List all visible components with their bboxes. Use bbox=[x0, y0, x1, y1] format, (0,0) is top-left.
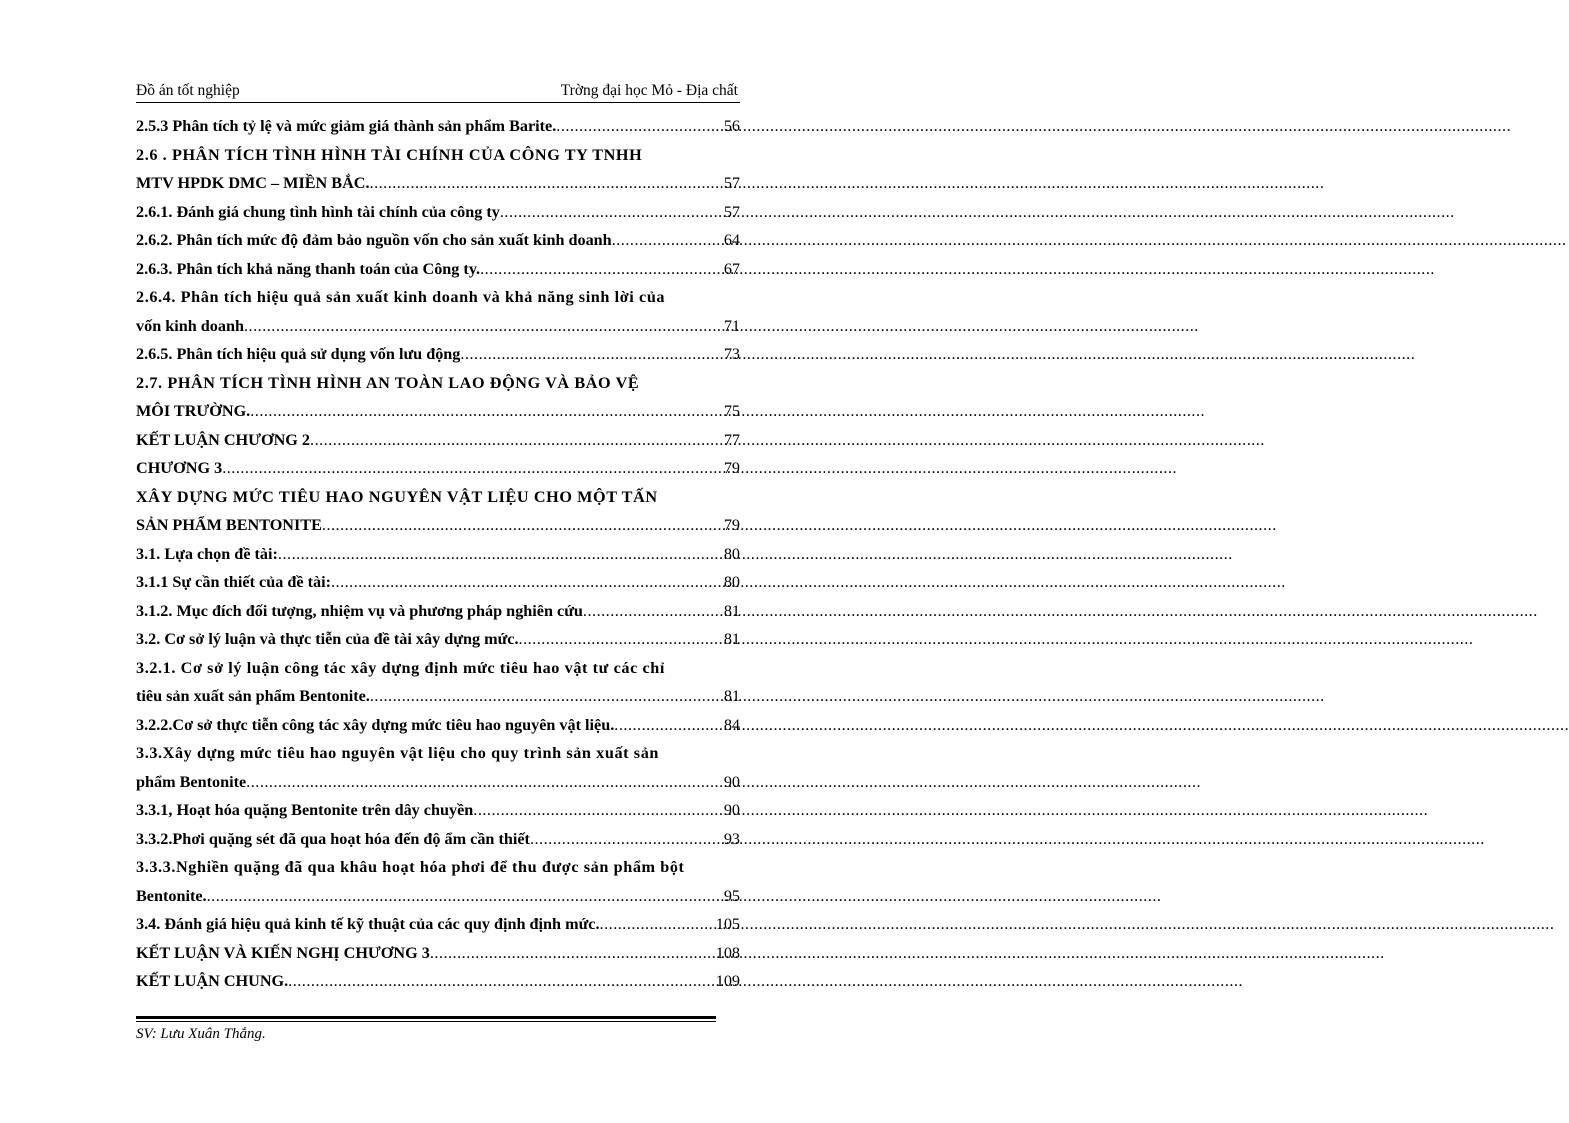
toc-page-number: 73 bbox=[723, 345, 740, 363]
toc-entry[interactable] bbox=[136, 255, 740, 284]
toc-entry[interactable] bbox=[136, 483, 740, 512]
toc-entry-title: 3.3.2.Phơi quặng sét đã qua hoạt hóa đến độ ẩm cần thiết bbox=[136, 829, 530, 848]
toc-dot-leader bbox=[244, 312, 724, 341]
toc-dot-leader bbox=[500, 198, 724, 227]
toc-dot-leader bbox=[370, 169, 724, 198]
toc-entry[interactable] bbox=[136, 939, 740, 968]
toc-entry[interactable] bbox=[136, 198, 740, 227]
toc-entry[interactable] bbox=[136, 397, 740, 426]
footer-rule-thick bbox=[136, 1016, 716, 1019]
toc-entry-title: 3.1.1 Sự cần thiết của đề tài: bbox=[136, 573, 331, 591]
toc-page-number: 67 bbox=[723, 259, 740, 278]
toc-entry-title: SẢN PHẨM BENTONITE bbox=[136, 516, 322, 534]
footer-rule-thin bbox=[136, 1021, 716, 1022]
toc-entry[interactable] bbox=[136, 540, 740, 569]
toc-page-number: 57 bbox=[723, 202, 740, 221]
toc-entry-title: 3.2. Cơ sở lý luận và thực tiễn của đề tài xây dựng mức. bbox=[136, 630, 519, 648]
toc-entry-title: 3.4. Đánh giá hiệu quả kinh tế kỹ thuật của các quy định định mức. bbox=[136, 915, 600, 933]
toc-entry-title: 3.1.2. Mục đích đối tượng, nhiệm vụ và phương pháp nghiên cứu bbox=[136, 601, 583, 620]
toc-dot-leader bbox=[278, 540, 724, 569]
toc-entry-title: 2.6.3. Phân tích khả năng thanh toán của Công ty. bbox=[136, 259, 481, 278]
toc-entry-title: MÔI TRƯỜNG. bbox=[136, 402, 251, 420]
toc-entry[interactable] bbox=[136, 568, 740, 597]
toc-page-number: 105 bbox=[715, 915, 740, 933]
toc-page-number: 90 bbox=[723, 801, 740, 819]
toc-entry[interactable] bbox=[136, 768, 740, 797]
toc-dot-leader bbox=[614, 711, 724, 740]
toc-dot-leader bbox=[331, 568, 724, 597]
toc-dot-leader bbox=[473, 796, 724, 825]
toc-entry[interactable] bbox=[136, 169, 740, 198]
toc-entry[interactable] bbox=[136, 825, 740, 854]
toc-dot-leader bbox=[310, 426, 724, 455]
toc-page-number: 75 bbox=[723, 402, 740, 420]
toc-entry-title: Bentonite. bbox=[136, 886, 207, 905]
toc-page-number: 109 bbox=[715, 972, 740, 990]
toc-entry[interactable] bbox=[136, 283, 740, 312]
toc-entry-title: 3.2.2.Cơ sở thực tiễn công tác xây dựng mức tiêu hao nguyên vật liệu. bbox=[136, 715, 615, 734]
header-rule bbox=[136, 102, 740, 103]
toc-dot-leader bbox=[600, 910, 716, 939]
toc-entry[interactable] bbox=[136, 654, 740, 683]
toc-entry[interactable] bbox=[136, 426, 740, 455]
toc-entry[interactable] bbox=[136, 853, 740, 882]
toc-dot-leader bbox=[322, 511, 724, 540]
toc-page-number: 79 bbox=[723, 459, 740, 477]
toc-dot-leader bbox=[480, 255, 724, 284]
toc-dot-leader bbox=[246, 768, 724, 797]
toc-page-number: 77 bbox=[723, 430, 740, 449]
toc-entry[interactable] bbox=[136, 369, 740, 398]
toc-entry[interactable] bbox=[136, 711, 740, 740]
toc-entry[interactable] bbox=[136, 340, 740, 369]
toc-page-number: 93 bbox=[723, 829, 740, 848]
table-of-contents bbox=[136, 112, 740, 996]
toc-page-number: 81 bbox=[723, 630, 740, 648]
toc-entry[interactable] bbox=[136, 112, 740, 141]
toc-entry[interactable] bbox=[136, 226, 740, 255]
toc-entry[interactable] bbox=[136, 312, 740, 341]
toc-entry-title: KẾT LUẬN VÀ KIẾN NGHỊ CHƯƠNG 3 bbox=[136, 943, 430, 962]
toc-entry[interactable] bbox=[136, 682, 740, 711]
toc-page-number: 56 bbox=[723, 117, 740, 135]
toc-entry-title: 2.6.4. Phân tích hiệu quả sản xuất kinh doanh và khả năng sinh lời của bbox=[136, 288, 666, 306]
toc-page-number: 81 bbox=[723, 601, 740, 620]
toc-page-number: 64 bbox=[723, 231, 740, 249]
toc-entry[interactable] bbox=[136, 910, 740, 939]
toc-entry-title: 3.3.3.Nghiền quặng đã qua khâu hoạt hóa phơi để thu được sản phẩm bột bbox=[136, 858, 685, 876]
toc-entry-title: 2.7. PHÂN TÍCH TÌNH HÌNH AN TOÀN LAO ĐỘNG VÀ BẢO VỆ bbox=[136, 373, 640, 392]
toc-entry-title: 2.6.1. Đánh giá chung tình hình tài chính của công ty bbox=[136, 202, 500, 221]
toc-dot-leader bbox=[288, 967, 716, 996]
toc-entry-title: 2.6.2. Phân tích mức độ đảm bảo nguồn vốn cho sản xuất kinh doanh bbox=[136, 231, 612, 249]
toc-dot-leader bbox=[222, 454, 724, 483]
toc-entry-title: 2.5.3 Phân tích tỷ lệ và mức giảm giá thành sản phẩm Barite. bbox=[136, 117, 557, 135]
toc-page-number: 95 bbox=[723, 886, 740, 905]
toc-dot-leader bbox=[556, 112, 724, 141]
toc-entry[interactable] bbox=[136, 882, 740, 911]
toc-entry-title: vốn kinh doanh bbox=[136, 316, 244, 335]
toc-dot-leader bbox=[430, 939, 716, 968]
toc-entry[interactable] bbox=[136, 597, 740, 626]
toc-page-number: 108 bbox=[715, 943, 740, 962]
toc-entry[interactable] bbox=[136, 796, 740, 825]
toc-dot-leader bbox=[530, 825, 724, 854]
toc-entry-title: 2.6.5. Phân tích hiệu quả sử dụng vốn lưu động bbox=[136, 345, 461, 363]
toc-dot-leader bbox=[207, 882, 724, 911]
header-right-title: Trờng đại học Mỏ - Địa chất bbox=[560, 82, 738, 99]
toc-entry[interactable] bbox=[136, 454, 740, 483]
toc-entry-title: MTV HPDK DMC – MIỀN BẮC. bbox=[136, 174, 370, 192]
toc-entry[interactable] bbox=[136, 739, 740, 768]
toc-page-number: 80 bbox=[723, 573, 740, 591]
toc-page-number: 71 bbox=[723, 316, 740, 335]
toc-entry-title: KẾT LUẬN CHUNG. bbox=[136, 972, 289, 990]
toc-entry[interactable] bbox=[136, 511, 740, 540]
page-header bbox=[136, 82, 740, 102]
toc-page-number: 81 bbox=[723, 687, 740, 705]
toc-entry[interactable] bbox=[136, 967, 740, 996]
toc-page-number: 80 bbox=[723, 544, 740, 563]
toc-entry[interactable] bbox=[136, 625, 740, 654]
toc-entry-title: CHƯƠNG 3 bbox=[136, 459, 223, 477]
footer-student-name: SV: Lưu Xuân Thắng. bbox=[136, 1026, 266, 1042]
toc-entry-title: 3.3.Xây dựng mức tiêu hao nguyên vật liệu cho quy trình sản xuất sản bbox=[136, 744, 660, 762]
toc-page-number: 57 bbox=[723, 174, 740, 192]
toc-dot-leader bbox=[612, 226, 724, 255]
toc-entry-title: 2.6 . PHÂN TÍCH TÌNH HÌNH TÀI CHÍNH CỦA CÔNG TY TNHH bbox=[136, 145, 643, 164]
toc-page-number: 79 bbox=[723, 516, 740, 534]
toc-dot-leader bbox=[370, 682, 724, 711]
toc-entry-title: KẾT LUẬN CHƯƠNG 2 bbox=[136, 430, 311, 449]
toc-entry-title: 3.3.1, Hoạt hóa quặng Bentonite trên dây chuyền bbox=[136, 801, 474, 819]
toc-entry-title: phẩm Bentonite bbox=[136, 772, 247, 791]
toc-page-number: 84 bbox=[723, 715, 740, 734]
toc-dot-leader bbox=[583, 597, 724, 626]
toc-dot-leader bbox=[460, 340, 723, 369]
toc-entry-title: 3.2.1. Cơ sở lý luận công tác xây dựng định mức tiêu hao vật tư các chỉ bbox=[136, 658, 665, 677]
toc-page-number: 90 bbox=[723, 772, 740, 791]
header-left-title: Đồ án tốt nghiệp bbox=[136, 82, 240, 99]
toc-entry-title: 3.1. Lựa chọn đề tài: bbox=[136, 544, 278, 563]
toc-entry-title: XÂY DỰNG MỨC TIÊU HAO NGUYÊN VẬT LIỆU CHO MỘT TẤN bbox=[136, 487, 658, 506]
toc-dot-leader bbox=[250, 397, 724, 426]
toc-entry[interactable] bbox=[136, 141, 740, 170]
toc-dot-leader bbox=[519, 625, 724, 654]
toc-entry-title: tiêu sản xuất sản phẩm Bentonite. bbox=[136, 687, 370, 705]
